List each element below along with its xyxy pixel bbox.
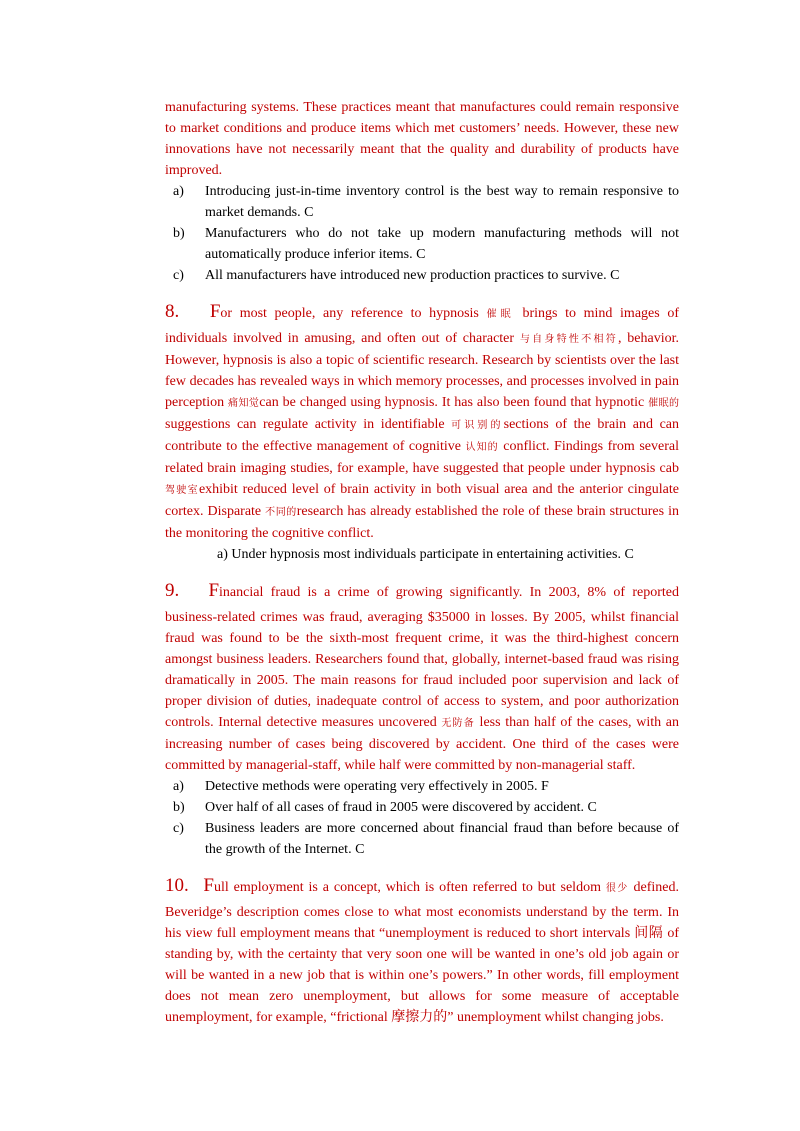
option-text: Detective methods were operating very effectively in 2005. F xyxy=(205,779,549,794)
passage-7-option-c xyxy=(165,265,679,286)
passage-9 xyxy=(165,574,679,776)
passage-text: or most people, any reference to hypnosis xyxy=(220,306,487,321)
passage-8-option-a: a) Under hypnosis most individuals participate in entertaining activities. C xyxy=(217,547,634,562)
chinese-gloss: 与自身特性不相符 xyxy=(519,334,619,345)
passage-text: sections of the brain and can contribute to the effective management of cognitive xyxy=(165,417,679,454)
chinese-gloss: 催眠的 xyxy=(648,398,680,409)
chinese-gloss: 很少 xyxy=(605,883,629,894)
option-label: b) xyxy=(173,800,185,815)
passage-7-option-b xyxy=(165,223,679,265)
option-label: c) xyxy=(173,268,184,283)
document-page xyxy=(165,97,679,1028)
passage-text: Beveridge’s description comes close to what most economists understand by the term. In his view full employment means that “unemployment is reduced to short intervals xyxy=(165,905,679,941)
chinese-gloss: 摩擦力的 xyxy=(391,1010,448,1025)
passage-number: 10. xyxy=(165,875,189,896)
passage-text: less than half of the cases, with an increasing number of cases being discovered by accident. One third of the cases were committed by managerial-staff, while half were committed by non-managerial staff. xyxy=(165,715,679,773)
passage-text: individuals involved in amusing, and often out of character xyxy=(165,331,520,346)
drop-cap: F xyxy=(203,875,214,896)
passage-text: inancial fraud is a crime of growing significantly. In 2003, 8% of reported xyxy=(219,585,679,600)
passage-8 xyxy=(165,295,679,544)
passage-7-tail: manufacturing systems. These practices meant that manufactures could remain responsive to market conditions and produce items which met customers’ needs. However, these new innovations have not necessarily meant that the quality and durability of products have improved. xyxy=(165,100,679,178)
passage-text: , behavior. However, hypnosis is also a topic of scientific research. Research by scientists over the last few decades has revealed ways in which memory processes, and processes involved in pain perception xyxy=(165,331,679,410)
option-text: Over half of all cases of fraud in 2005 were discovered by accident. C xyxy=(205,800,597,815)
option-label: a) xyxy=(173,184,184,199)
passage-text: can be changed using hypnosis. It has also been found that hypnotic xyxy=(259,395,649,410)
option-text: Manufacturers who do not take up modern manufacturing methods will not automatically produce inferior items. C xyxy=(205,226,679,262)
drop-cap: F xyxy=(209,301,221,322)
passage-8-first-line xyxy=(165,295,679,328)
passage-9-first-line xyxy=(165,574,679,607)
passage-text: suggestions can regulate activity in identifiable xyxy=(165,417,452,432)
passage-text: research has already established the role of these brain structures in the monitoring the cognitive conflict. xyxy=(165,504,680,541)
passage-text: business-related crimes was fraud, averaging $35000 in losses. By 2005, whilst financial fraud was found to be the sixth-most frequent crime, it was the third-highest concern amongst business leaders. Researchers found that, globally, internet-based fraud was rising dramatically in 2005. The main reasons for fraud included poor supervision and lack of proper division of duties, inadequate control of access to system, and poor authorization controls. Internal detective measures uncovered xyxy=(165,610,679,730)
chinese-gloss: 驾驶室 xyxy=(165,485,199,496)
passage-9-option-b xyxy=(165,797,679,818)
passage-text: brings to mind images of xyxy=(514,306,679,321)
passage-number: 9. xyxy=(165,580,180,601)
chinese-gloss: 可识别的 xyxy=(451,420,504,431)
option-text: All manufacturers have introduced new production practices to survive. C xyxy=(205,268,620,283)
passage-10 xyxy=(165,869,679,1028)
passage-text: defined. xyxy=(628,880,679,895)
passage-text: of standing by, with the certainty that very soon one will be wanted in one’s old job again or will be wanted in a new job that is within one’s powers.” In other words, fill employment does not mean zero unemployment, but allows for some measure of acceptable unemployment, for example, “frictional xyxy=(165,926,680,1025)
chinese-gloss: 痛知觉 xyxy=(228,398,260,409)
passage-7-option-a xyxy=(165,181,679,223)
passage-9-option-c xyxy=(165,818,679,860)
chinese-gloss: 催眠 xyxy=(486,309,515,320)
option-label: c) xyxy=(173,821,184,836)
chinese-gloss: 无防备 xyxy=(441,718,475,729)
passage-10-first-line xyxy=(165,869,679,902)
passage-text: exhibit reduced level of brain activity in both visual area and the anterior cingulate cortex. Disparate xyxy=(165,482,679,519)
passage-text: ull employment is a concept, which is often referred to but seldom xyxy=(214,880,606,895)
option-label: b) xyxy=(173,226,185,241)
chinese-gloss: 间隔 xyxy=(634,926,664,941)
passage-number: 8. xyxy=(165,301,180,322)
chinese-gloss: 不同的 xyxy=(265,507,297,518)
chinese-gloss: 认知的 xyxy=(465,442,499,453)
option-text: Business leaders are more concerned about financial fraud than before because of the growth of the Internet. C xyxy=(205,821,679,857)
option-label: a) xyxy=(173,779,184,794)
passage-text: conflict. Findings from several related brain imaging studies, for example, have suggested that people under hypnosis cab xyxy=(165,439,679,476)
drop-cap: F xyxy=(208,580,220,601)
passage-text: ” unemployment whilst changing jobs. xyxy=(447,1010,664,1025)
passage-9-option-a xyxy=(165,776,679,797)
option-text: Introducing just-in-time inventory control is the best way to remain responsive to market demands. C xyxy=(205,184,679,220)
